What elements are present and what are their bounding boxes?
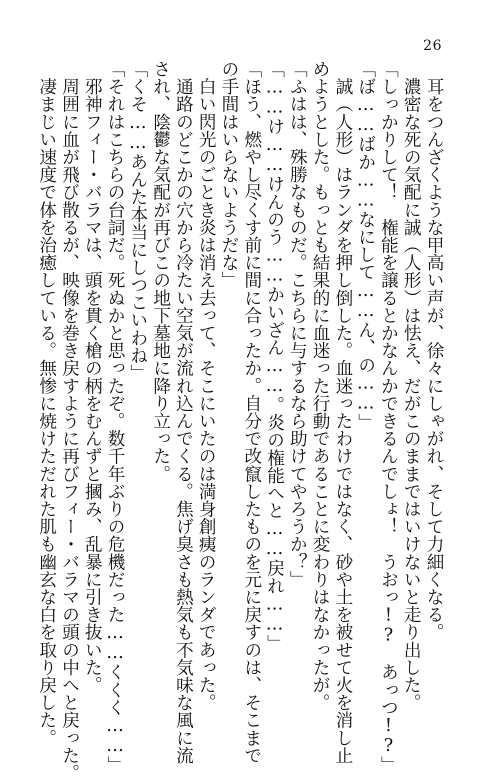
text-line-10: の手間はいらないようだな」 <box>218 60 239 289</box>
text-line-14: 「くそ……あんた本当にしつこいわね」 <box>127 60 148 382</box>
text-line-9: 「ほう、燃やし尽くす前に間に合ったか。自分で改竄したものを元に戻すのは、そこまで <box>241 60 262 764</box>
page-number: 26 <box>423 38 442 54</box>
text-line-11: 白い閃光のごとき炎は消え去って、そこにいたのは満身創痍のランダであった。 <box>196 60 217 712</box>
text-line-16: 邪神フィー・バラマは、頭を貫く槍の柄をむんずと摑み、乱暴に引き抜いた。 <box>82 60 103 694</box>
text-line-2: 濃密な死の気配に誠（人形）は怯え、だがこのままではいけないと走り出した。 <box>401 60 422 712</box>
text-line-1: 耳をつんざくような甲高い声が、徐々にしゃがれ、そして力細くなる。 <box>424 60 444 641</box>
text-line-5: 誠（人形）はランダを押し倒した。血迷ったわけではなく、砂や土を被せて火を消し止 <box>332 60 353 764</box>
text-line-8: 「……け……けんのう……かいざん……。炎の権能へと……戻れ……」 <box>264 60 285 652</box>
text-line-12: 通路のどこかの穴から冷たい空気が流れ込んでくる。焦げ臭さも熱気も不気味な風に流 <box>173 60 194 764</box>
text-line-15: 「それはこちらの台詞だ。死ぬかと思ったぞ。数千年ぶりの危機だった……くくく……」 <box>105 60 126 774</box>
text-line-7: 「ふはは、殊勝なものだ。こちらに与するなら助けてやろうか？」 <box>287 60 308 588</box>
text-line-18: 凄まじい速度で体を治癒している。無惨に焼けただれた肌も幽玄な白を取り戻した。 <box>36 60 57 747</box>
text-line-4: 「ば……ばか……なにして……ん、の……」 <box>355 60 376 432</box>
vertical-text-block <box>36 60 444 782</box>
text-line-3: 「しっかりして！ 権能を譲るとかなんかできるんでしょ！ うおっ!? あっつ!?」 <box>378 60 399 774</box>
text-line-6: めようとした。もっとも結果的に血迷った行動であることに変わりはなかったが。 <box>310 60 331 712</box>
text-line-17: 周囲に血が飛び散るが、映像を巻き戻すように再びフィー・バラマの頭の中へと戻った。 <box>59 60 80 782</box>
text-line-13: され、陰鬱な気配が再びこの地下墓地に降り立った。 <box>150 60 171 483</box>
